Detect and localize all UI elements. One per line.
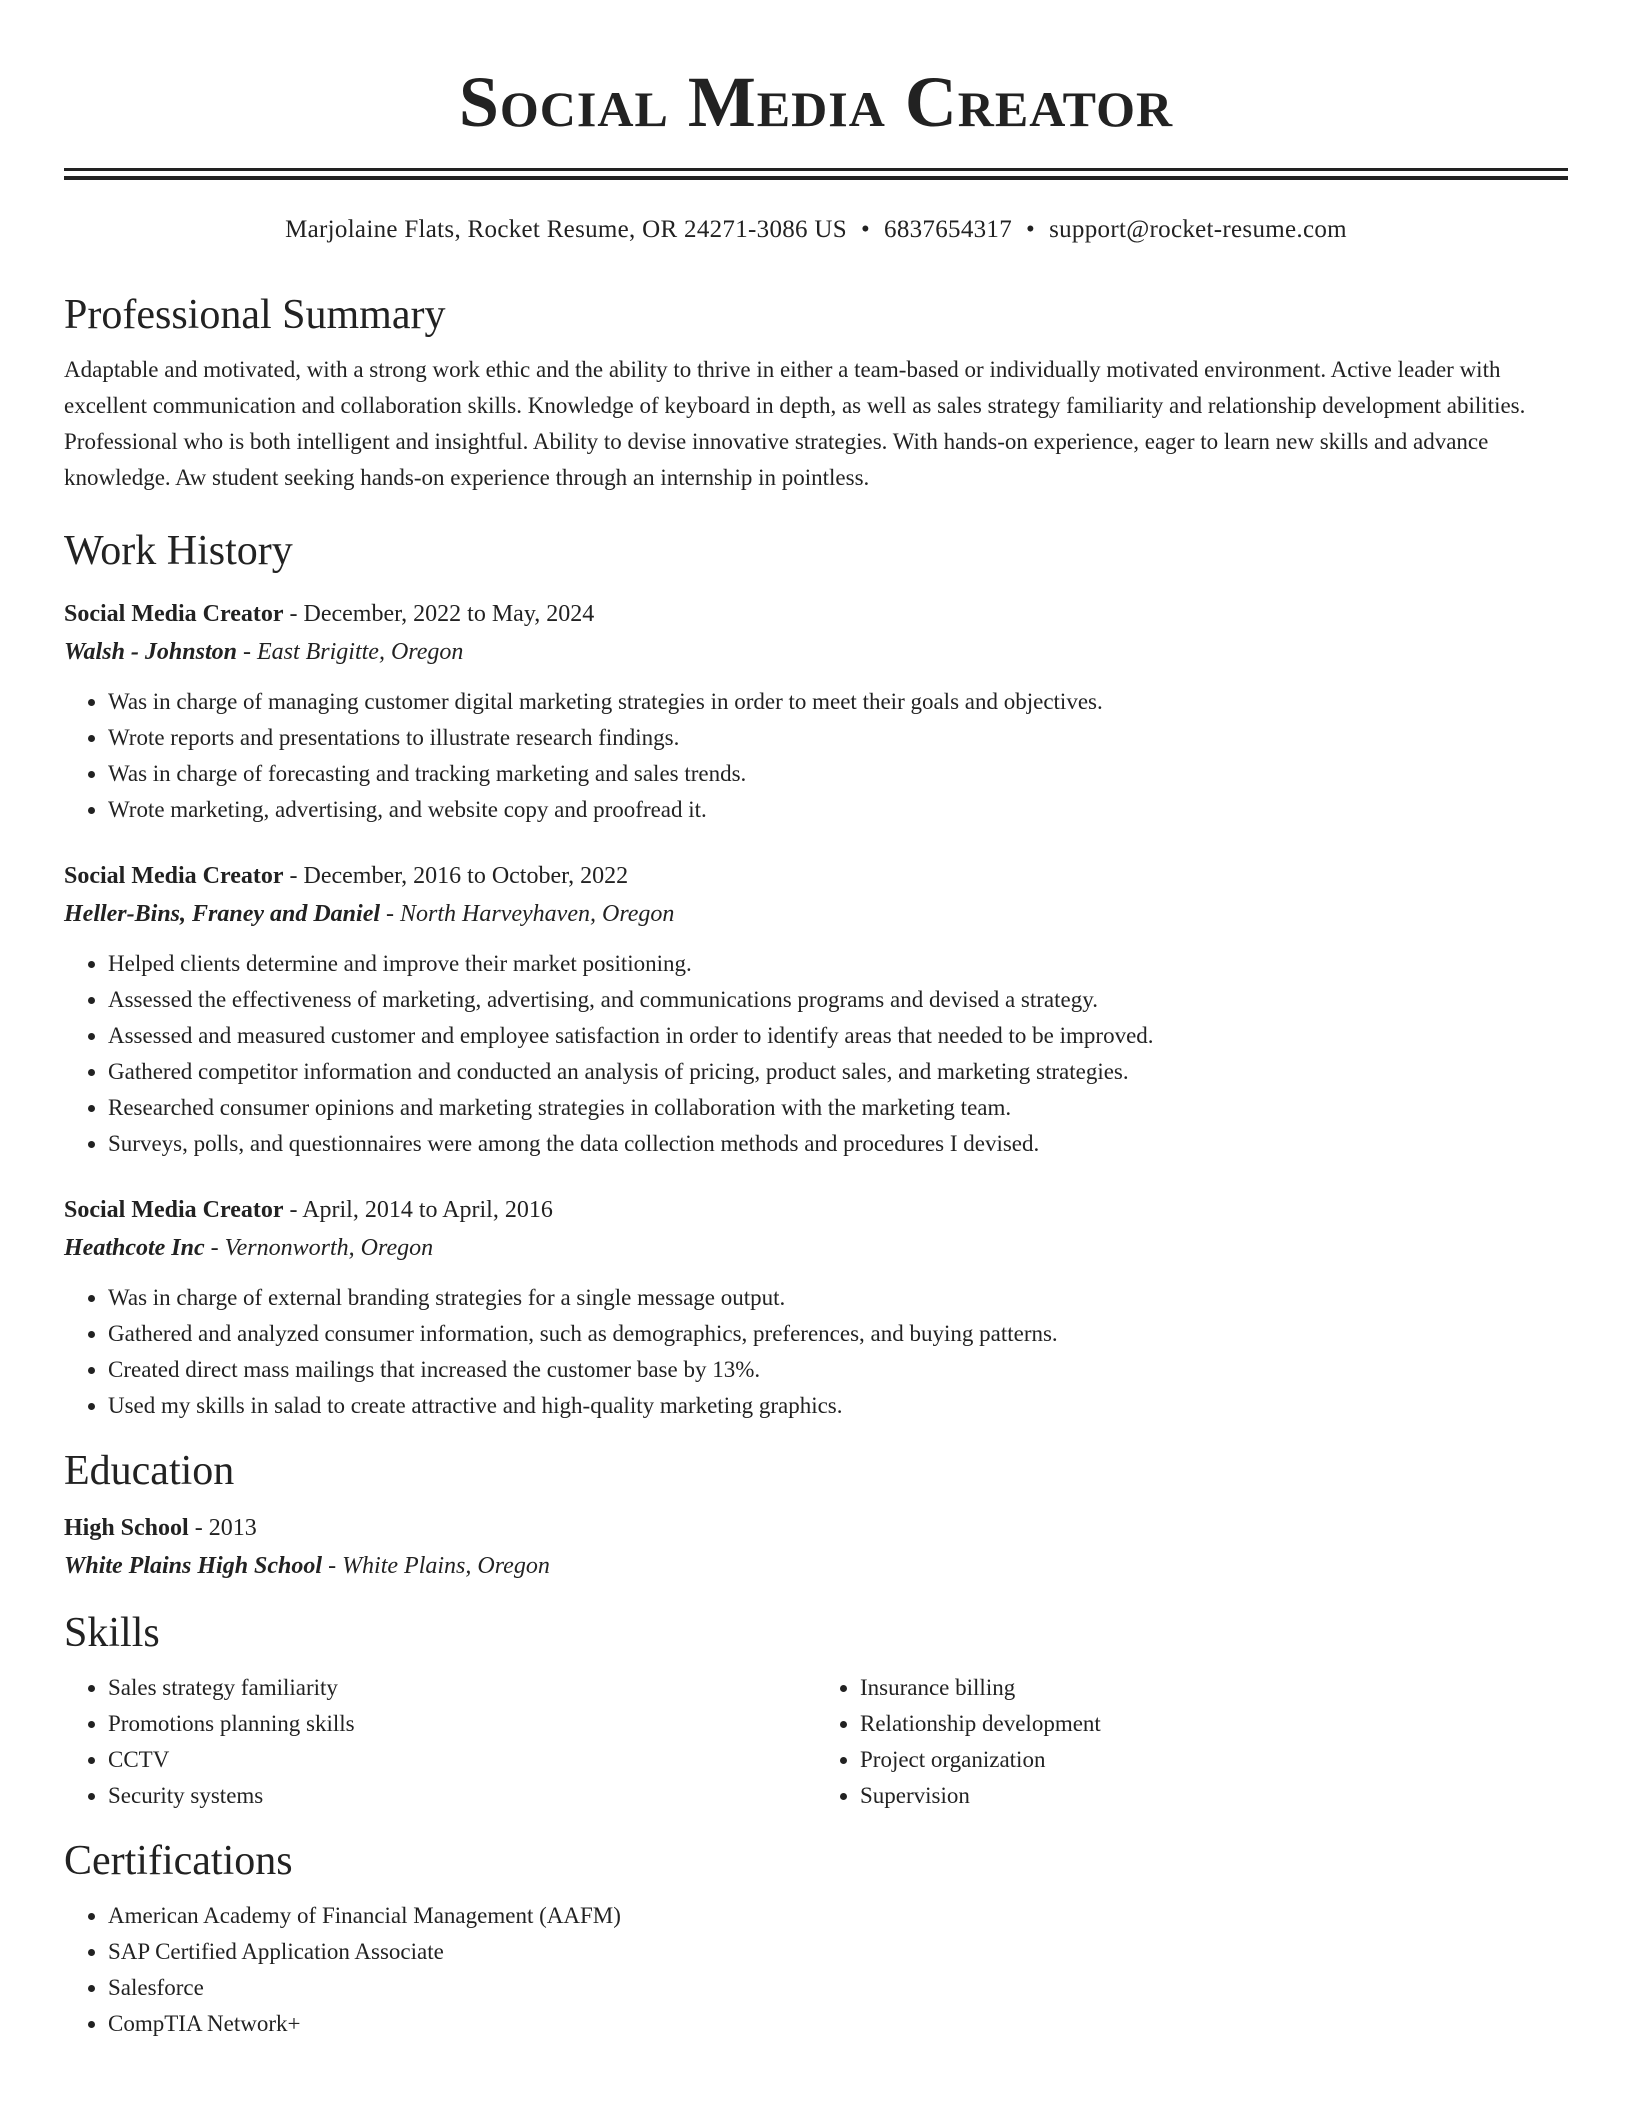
- education-school-line: White Plains High School - White Plains, Oregon: [64, 1553, 550, 1579]
- education-location: White Plains, Oregon: [342, 1553, 550, 1579]
- section-title-education: Education: [64, 1448, 235, 1494]
- contact-separator: •: [860, 216, 871, 243]
- job-title-line: Social Media Creator - December, 2016 to October, 2022: [64, 863, 629, 889]
- list-item: • Gathered competitor information and conducted an analysis of pricing, product sales, and marketing strategies.: [108, 1054, 1568, 1090]
- contact-separator: •: [1026, 216, 1036, 243]
- job-company-line: Walsh - Johnston - East Brigitte, Oregon: [64, 639, 464, 665]
- education-year: 2013: [208, 1515, 257, 1541]
- contact-line: [64, 214, 1568, 246]
- job-dates: April, 2014 to April, 2016: [302, 1197, 553, 1223]
- job-role: Social Media Creator: [64, 1197, 284, 1223]
- list-item: • Was in charge of managing customer digital marketing strategies in order to meet their goals and objectives.: [108, 684, 1568, 720]
- job-company: Heller-Bins, Franey and Daniel: [64, 901, 381, 927]
- resume-name: Social Media Creator: [458, 62, 1174, 142]
- job-bullets: [64, 1280, 1568, 1424]
- job-role: Social Media Creator: [64, 863, 284, 889]
- summary-text: Adaptable and motivated, with a strong work ethic and the ability to thrive in either a team-based or individually motivated environment. Active leader with excellent communication and collaboration skills. Knowledge of keyboard in depth, as well as sales strategy familiarity and relationship development abilities. Professional who is both intelligent and insightful. Ability to devise innovative strategies. With hands-on experience, eager to learn new skills and advance knowledge. Aw student seeking hands-on experience through an internship in pointless.: [64, 357, 1526, 490]
- list-item: • Was in charge of forecasting and tracking marketing and sales trends.: [108, 756, 1568, 792]
- section-title-summary: Professional Summary: [64, 292, 446, 338]
- section-title-skills: Skills: [64, 1610, 160, 1656]
- list-item: • Used my skills in salad to create attractive and high-quality marketing graphics.: [108, 1388, 1568, 1424]
- job-title-line: Social Media Creator - April, 2014 to April, 2016: [64, 1197, 553, 1223]
- list-item: • Helped clients determine and improve their market positioning.: [108, 946, 1568, 982]
- job-role: Social Media Creator: [64, 601, 284, 627]
- skills-list-right: [816, 1670, 1568, 1814]
- list-item: • Sales strategy familiarity: [108, 1670, 816, 1706]
- list-item: • Project organization: [860, 1742, 1568, 1778]
- job-bullets: [64, 946, 1568, 1162]
- list-item: • Researched consumer opinions and marketing strategies in collaboration with the marketing team.: [108, 1090, 1568, 1126]
- job-entry: [64, 596, 1568, 828]
- list-item: • American Academy of Financial Management (AAFM): [108, 1898, 1568, 1934]
- job-bullets: [64, 684, 1568, 828]
- list-item: • Relationship development: [860, 1706, 1568, 1742]
- skills-columns: [64, 1670, 1568, 1814]
- job-dates: December, 2022 to May, 2024: [303, 601, 595, 627]
- education-entry: [64, 1510, 1568, 1586]
- job-company: Heathcote Inc: [64, 1235, 205, 1261]
- list-item: • Security systems: [108, 1778, 816, 1814]
- job-entry: [64, 1192, 1568, 1424]
- education-degree-line: High School - 2013: [64, 1515, 257, 1541]
- job-location: Vernonworth, Oregon: [224, 1235, 434, 1261]
- contact-phone: 6837654317: [884, 216, 1013, 243]
- education-school: White Plains High School: [64, 1553, 323, 1579]
- header-rule-top: [64, 168, 1568, 171]
- certifications-list: [64, 1898, 1568, 2042]
- section-title-certifications: Certifications: [64, 1838, 293, 1884]
- list-item: • CompTIA Network+: [108, 2006, 1568, 2042]
- job-title-line: Social Media Creator - December, 2022 to May, 2024: [64, 601, 595, 627]
- list-item: • Surveys, polls, and questionnaires were among the data collection methods and procedures I devised.: [108, 1126, 1568, 1162]
- job-location: East Brigitte, Oregon: [256, 639, 464, 665]
- job-location: North Harveyhaven, Oregon: [400, 901, 675, 927]
- list-item: • Assessed the effectiveness of marketing, advertising, and communications programs and devised a strategy.: [108, 982, 1568, 1018]
- job-dates: December, 2016 to October, 2022: [303, 863, 629, 889]
- list-item: • Insurance billing: [860, 1670, 1568, 1706]
- header-rule-bottom: [64, 176, 1568, 180]
- list-item: • CCTV: [108, 1742, 816, 1778]
- list-item: • Promotions planning skills: [108, 1706, 816, 1742]
- list-item: • SAP Certified Application Associate: [108, 1934, 1568, 1970]
- list-item: • Created direct mass mailings that increased the customer base by 13%.: [108, 1352, 1568, 1388]
- contact-email: support@rocket-resume.com: [1049, 216, 1347, 243]
- list-item: • Wrote reports and presentations to illustrate research findings.: [108, 720, 1568, 756]
- contact-address: Marjolaine Flats, Rocket Resume, OR 24271-3086 US: [285, 216, 847, 243]
- list-item: • Was in charge of external branding strategies for a single message output.: [108, 1280, 1568, 1316]
- list-item: • Gathered and analyzed consumer information, such as demographics, preferences, and buying patterns.: [108, 1316, 1568, 1352]
- list-item: • Salesforce: [108, 1970, 1568, 2006]
- list-item: • Supervision: [860, 1778, 1568, 1814]
- skills-list-left: [64, 1670, 816, 1814]
- section-title-work: Work History: [64, 528, 293, 574]
- education-degree: High School: [64, 1515, 189, 1541]
- job-company-line: Heathcote Inc - Vernonworth, Oregon: [64, 1235, 434, 1261]
- list-item: • Assessed and measured customer and employee satisfaction in order to identify areas that needed to be improved.: [108, 1018, 1568, 1054]
- job-company: Walsh - Johnston: [64, 639, 237, 665]
- resume-page: [64, 0, 1568, 2042]
- list-item: • Wrote marketing, advertising, and website copy and proofread it.: [108, 792, 1568, 828]
- job-entry: [64, 858, 1568, 1162]
- job-company-line: Heller-Bins, Franey and Daniel - North Harveyhaven, Oregon: [64, 901, 675, 927]
